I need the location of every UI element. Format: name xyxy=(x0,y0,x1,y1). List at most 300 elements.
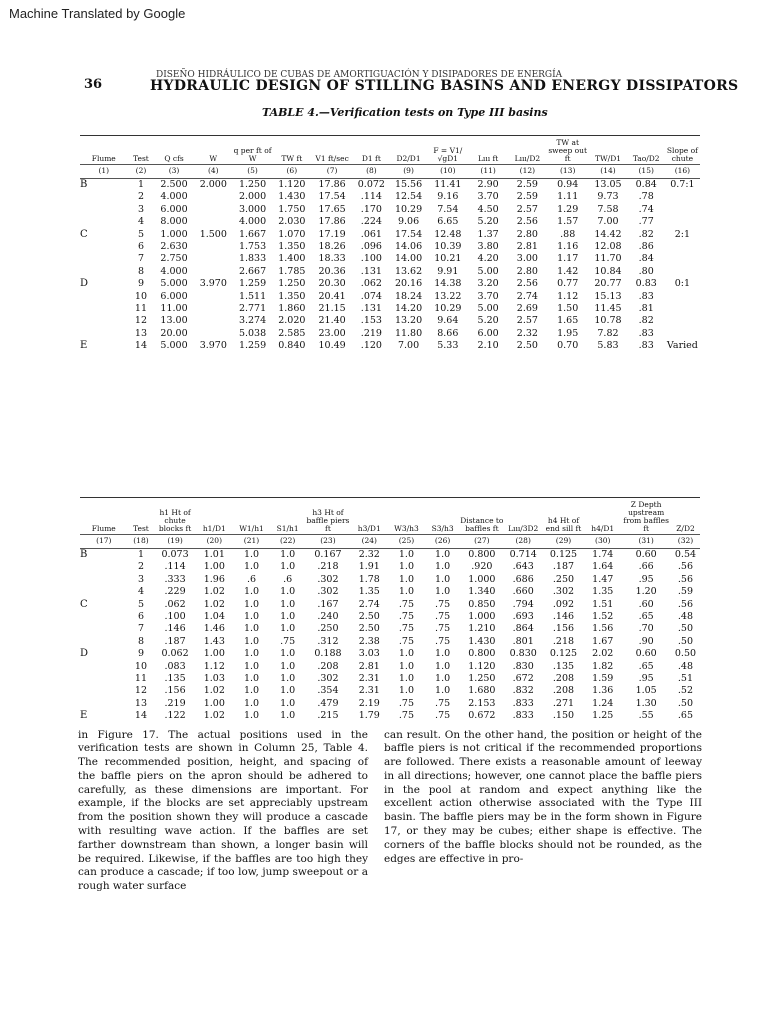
flume-cell: E xyxy=(80,710,88,722)
table-cell: 1.0 xyxy=(280,648,296,660)
column-header: Z Depth upstream from baffles ft xyxy=(623,500,669,533)
table-cell: 20.41 xyxy=(318,290,346,302)
column-number: (7) xyxy=(311,165,352,179)
table-row xyxy=(80,661,700,673)
table-cell xyxy=(194,303,233,315)
column-number: (16) xyxy=(665,165,700,179)
table-cell: 1.0 xyxy=(435,561,451,573)
table-cell: .55 xyxy=(638,710,654,722)
table-row xyxy=(80,611,700,623)
table-cell: Varied xyxy=(666,340,698,352)
column-number: (29) xyxy=(543,535,584,549)
table-cell: 7.00 xyxy=(597,216,619,228)
table-cell: 4.000 xyxy=(160,265,188,277)
table-cell: 2.153 xyxy=(468,697,496,709)
table-cell: 7.58 xyxy=(597,203,619,215)
table-cell: 1.0 xyxy=(435,673,451,685)
table-cell: 1.0 xyxy=(280,598,296,610)
table-cell: 0.714 xyxy=(509,549,537,560)
table-cell: 1.95 xyxy=(557,327,579,339)
table-cell: .75 xyxy=(398,611,414,623)
table-cell: 11.00 xyxy=(160,303,188,315)
table-row xyxy=(80,191,700,203)
table-cell: .84 xyxy=(638,253,654,265)
table-cell: 17.86 xyxy=(318,179,346,190)
table-cell: 1.750 xyxy=(278,203,306,215)
table-cell: 1.82 xyxy=(592,660,614,672)
table-cell xyxy=(194,216,233,228)
table-cell: .660 xyxy=(512,586,534,598)
table-cell: .219 xyxy=(164,697,186,709)
table-cell: 20.16 xyxy=(394,278,423,290)
table-cell: 1.12 xyxy=(557,290,579,302)
table-cell: .208 xyxy=(317,660,339,672)
table-cell: 1.120 xyxy=(468,660,496,672)
flume-cell xyxy=(80,291,128,303)
table-cell: 1.430 xyxy=(278,191,306,203)
table-cell xyxy=(665,216,700,228)
table-cell: 9.91 xyxy=(437,265,459,277)
flume-cell xyxy=(80,661,128,673)
column-number: (4) xyxy=(194,165,233,179)
table-cell: 1.250 xyxy=(468,673,496,685)
flume-cell: D xyxy=(80,278,89,290)
table-cell: .75 xyxy=(398,710,414,722)
table-cell: 5.83 xyxy=(597,340,619,352)
flume-cell xyxy=(80,241,128,253)
column-number: (32) xyxy=(671,535,700,549)
table-cell: 11.70 xyxy=(594,253,622,265)
table-cell: 1.0 xyxy=(280,697,296,709)
table-cell: 20.77 xyxy=(594,278,622,290)
table-cell: 1.42 xyxy=(557,265,579,277)
column-header: Q cfs xyxy=(164,154,184,163)
table-cell: 13 xyxy=(134,327,147,339)
column-number: (18) xyxy=(128,535,155,549)
column-number: (28) xyxy=(504,535,543,549)
column-header: Test xyxy=(133,524,149,533)
table-cell: .693 xyxy=(512,611,534,623)
table-cell: 10.29 xyxy=(434,303,462,315)
table-cell: 2.81 xyxy=(516,241,538,253)
table-cell: 0:1 xyxy=(674,278,691,290)
table-cell: 2.000 xyxy=(238,191,267,203)
table-cell: 3.03 xyxy=(358,648,380,660)
table-cell: 1.500 xyxy=(199,228,227,240)
table-top-rule xyxy=(80,135,700,136)
table-cell: 1.667 xyxy=(238,228,267,240)
table-cell: .131 xyxy=(360,303,382,315)
table-cell: .302 xyxy=(552,586,575,598)
table-row xyxy=(80,303,700,315)
table-cell: 1.74 xyxy=(592,549,614,560)
table-cell: .70 xyxy=(638,623,654,635)
column-number: (25) xyxy=(388,535,425,549)
column-header: F = V1/√gD1 xyxy=(433,146,463,163)
table-cell: 1.0 xyxy=(280,586,296,598)
table-cell: 17.54 xyxy=(394,228,423,240)
table-cell: 1.0 xyxy=(243,710,260,722)
table-cell: 1.0 xyxy=(398,573,414,585)
table-cell: 1.210 xyxy=(468,623,496,635)
table-cell: 1.250 xyxy=(238,179,267,190)
column-header: h4 Ht of end sill ft xyxy=(545,516,582,533)
table-cell: 1.0 xyxy=(435,648,451,660)
table-cell: .114 xyxy=(360,191,382,203)
table-row xyxy=(80,278,700,290)
table-cell: 20.00 xyxy=(160,327,188,339)
table-cell: 5.33 xyxy=(437,340,459,352)
table-cell: .75 xyxy=(280,635,296,647)
table-cell: 13 xyxy=(134,697,147,709)
table-cell: 1.02 xyxy=(203,710,225,722)
table-cell: 2.74 xyxy=(516,290,538,302)
table-cell: 13.20 xyxy=(394,315,423,327)
table-cell: .302 xyxy=(317,673,339,685)
table-cell: 20.36 xyxy=(318,265,346,277)
table-cell: .50 xyxy=(677,623,694,635)
column-number: (26) xyxy=(425,535,460,549)
table-cell: 14.20 xyxy=(394,303,423,315)
table-cell: 1.0 xyxy=(398,648,414,660)
table-cell: 1.47 xyxy=(592,573,614,585)
table-cell: 1.753 xyxy=(238,241,267,253)
table-cell: 1.59 xyxy=(592,673,614,685)
table-cell: 1.0 xyxy=(280,561,296,573)
table-cell: 17.54 xyxy=(318,191,346,203)
table-caption: TABLE 4.—Verification tests on Type III basins xyxy=(262,106,548,119)
body-paragraph-left: in Figure 17. The actual positions used in the verification tests are shown in Column 25, Table 4. The recommended position, height, and spacing of the baffle piers on the apron should be adhered to carefully, as these dimensions are important. For example, if the blocks are set appreciably upstream from the position shown they will produce a cascade with resulting wave action. If the baffles are set farther downstream than shown, a longer basin will be required. Likewise, if the baffles are too high they can produce a cascade; if too low, jump sweepout or a rough water surface xyxy=(78,728,368,893)
table-cell: 1 xyxy=(137,179,144,190)
column-number: (30) xyxy=(584,535,621,549)
table-cell: 1.0 xyxy=(398,685,414,697)
table-cell: .156 xyxy=(164,685,186,697)
table-cell: 1.0 xyxy=(280,710,296,722)
table-cell: 3.00 xyxy=(516,253,538,265)
table-cell: 12 xyxy=(134,315,147,327)
table-cell: .95 xyxy=(638,673,654,685)
table-cell: .56 xyxy=(677,561,694,573)
table-cell xyxy=(665,291,700,303)
table-cell: .75 xyxy=(398,623,414,635)
table-cell: 1.350 xyxy=(278,290,306,302)
table-cell: .208 xyxy=(552,673,575,685)
table-cell: 11.45 xyxy=(594,303,622,315)
table-cell: 3.000 xyxy=(238,203,267,215)
column-number: (23) xyxy=(305,535,350,549)
column-number: (22) xyxy=(270,535,305,549)
table-cell: 1.46 xyxy=(203,623,225,635)
table-row xyxy=(80,216,700,228)
table-cell: 2.32 xyxy=(358,549,380,560)
table-cell: .135 xyxy=(164,673,186,685)
table-row xyxy=(80,574,700,586)
table-cell: 14.42 xyxy=(594,228,622,240)
column-number: (11) xyxy=(468,165,507,179)
table-cell: 18.26 xyxy=(318,241,346,253)
table-cell: 1.35 xyxy=(592,586,614,598)
table-cell: 1.17 xyxy=(557,253,579,265)
table-cell: .830 xyxy=(512,660,534,672)
table-cell: 1.96 xyxy=(203,573,225,585)
table-cell: .81 xyxy=(638,303,654,315)
table-row xyxy=(80,253,700,265)
table-cell: 1.0 xyxy=(243,660,260,672)
table-cell: 4 xyxy=(137,586,144,598)
table-cell: 1.0 xyxy=(280,549,296,560)
table-cell: .333 xyxy=(164,573,186,585)
table-cell: 0.830 xyxy=(509,648,537,660)
column-header: Flume xyxy=(91,524,116,533)
table-cell: .100 xyxy=(164,611,186,623)
table-cell: .686 xyxy=(512,573,534,585)
table-cell: 10 xyxy=(134,660,147,672)
table-cell: .114 xyxy=(164,561,186,573)
table-cell: 0.70 xyxy=(557,340,579,352)
table-cell: 1.860 xyxy=(278,303,306,315)
table-cell: 5 xyxy=(137,598,144,610)
table-cell: 1.24 xyxy=(592,697,614,709)
table-cell: 1.25 xyxy=(592,710,614,722)
table-cell xyxy=(665,303,700,315)
table-row xyxy=(80,623,700,635)
table-cell: 2.56 xyxy=(516,278,538,290)
table-cell: 0.125 xyxy=(549,549,578,560)
table-cell: 17.86 xyxy=(318,216,346,228)
table-cell: .833 xyxy=(512,710,534,722)
table-cell: .240 xyxy=(317,611,339,623)
flume-cell: C xyxy=(80,228,88,240)
table-cell: 1.0 xyxy=(280,660,296,672)
table-cell: 1.0 xyxy=(280,673,296,685)
table-cell: 6.00 xyxy=(477,327,499,339)
table-cell: .77 xyxy=(638,216,654,228)
flume-cell xyxy=(80,315,128,327)
table-cell: 0.840 xyxy=(278,340,306,352)
table-cell: 9.64 xyxy=(437,315,459,327)
column-header: V1 ft/sec xyxy=(315,154,349,163)
table-cell: 2.585 xyxy=(278,327,306,339)
table-row xyxy=(80,328,700,340)
table-cell: .302 xyxy=(317,573,339,585)
table-cell: 1.0 xyxy=(398,549,414,560)
table-cell: .187 xyxy=(552,561,575,573)
table-row xyxy=(80,549,700,562)
table-cell: .672 xyxy=(512,673,534,685)
table-cell: 15.13 xyxy=(594,290,622,302)
table-cell: 1.02 xyxy=(203,586,225,598)
table-cell: 2.31 xyxy=(358,673,380,685)
table-bottom-rule xyxy=(80,497,700,498)
table-cell: 8 xyxy=(137,265,144,277)
table-cell: 4.000 xyxy=(238,216,267,228)
table-cell xyxy=(665,253,700,265)
table-cell: .146 xyxy=(552,611,575,623)
table-cell: 10.84 xyxy=(594,265,622,277)
table-cell: 9.06 xyxy=(397,216,420,228)
table-cell: 14 xyxy=(134,710,147,722)
column-header: Tao/D2 xyxy=(632,154,660,163)
table-cell: 9 xyxy=(137,278,144,290)
table-cell: 2.57 xyxy=(516,203,538,215)
table-bottom-body xyxy=(80,549,700,723)
table-cell: 2.38 xyxy=(358,635,380,647)
table-cell: 6 xyxy=(137,241,144,253)
table-cell: .75 xyxy=(435,623,451,635)
table-cell: 20.30 xyxy=(318,278,346,290)
table-cell: 0.073 xyxy=(161,549,189,560)
table-cell: .83 xyxy=(638,340,654,352)
column-number: (9) xyxy=(390,165,427,179)
table-cell: 0.84 xyxy=(635,179,657,190)
page-number: 36 xyxy=(84,77,103,92)
table-cell: 1.03 xyxy=(203,673,225,685)
table-cell: .56 xyxy=(677,598,694,610)
table-row xyxy=(80,685,700,697)
table-row xyxy=(80,599,700,611)
column-header: h1 Ht of chute blocks ft xyxy=(158,508,192,533)
table-cell: .156 xyxy=(552,623,575,635)
table-cell xyxy=(194,291,233,303)
table-cell: 2.020 xyxy=(278,315,306,327)
column-number: (31) xyxy=(621,535,671,549)
table-cell: 1.37 xyxy=(477,228,499,240)
table-cell: 1.20 xyxy=(635,586,657,598)
table-cell: 1.0 xyxy=(398,673,414,685)
table-cell: 1.350 xyxy=(278,241,306,253)
table-cell: 2.02 xyxy=(592,648,614,660)
table-cell: 12 xyxy=(134,685,147,697)
table-cell xyxy=(194,191,233,203)
table-cell: .59 xyxy=(677,586,694,598)
table-cell: 4 xyxy=(137,216,144,228)
table-cell: 1.0 xyxy=(398,660,414,672)
table-cell: .312 xyxy=(317,635,339,647)
table-cell xyxy=(665,315,700,327)
table-cell: .167 xyxy=(317,598,339,610)
flume-cell xyxy=(80,673,128,685)
table-cell: 11 xyxy=(134,673,147,685)
column-header: D2/D1 xyxy=(396,154,421,163)
table-cell: .074 xyxy=(360,290,382,302)
table-cell: .218 xyxy=(552,635,575,647)
table-cell xyxy=(194,315,233,327)
column-header: W3/h3 xyxy=(394,524,419,533)
flume-cell xyxy=(80,623,128,635)
table-cell: .062 xyxy=(164,598,186,610)
flume-cell: D xyxy=(80,648,89,660)
table-cell: 2.57 xyxy=(516,315,538,327)
table-cell: 5 xyxy=(137,228,144,240)
table-cell: 1.30 xyxy=(635,697,657,709)
table-cell: 1.35 xyxy=(358,586,380,598)
table-cell: 10.78 xyxy=(594,315,622,327)
table-cell: 1.16 xyxy=(557,241,579,253)
table-cell: .302 xyxy=(317,586,339,598)
table-cell: 13.00 xyxy=(160,315,188,327)
column-header: W1/h1 xyxy=(239,524,264,533)
table-cell: .801 xyxy=(512,635,534,647)
table-cell: 9 xyxy=(137,648,144,660)
table-row xyxy=(80,561,700,573)
table-cell: 1.0 xyxy=(398,586,414,598)
table-cell: 1.000 xyxy=(468,611,496,623)
column-header: q per ft of W xyxy=(233,146,272,163)
table-cell: 4.000 xyxy=(160,191,188,203)
table-cell: .48 xyxy=(677,660,694,672)
column-header: TW ft xyxy=(281,154,303,163)
column-number: (1) xyxy=(80,165,128,179)
flume-cell xyxy=(80,216,128,228)
table-cell: .062 xyxy=(360,278,382,290)
table-cell: 5.000 xyxy=(160,278,188,290)
flume-cell xyxy=(80,204,128,216)
column-header: Lııı ft xyxy=(477,154,499,163)
table-cell: 1.00 xyxy=(203,648,225,660)
table-cell: 17.65 xyxy=(318,203,346,215)
table-cell: 2 xyxy=(137,561,144,573)
table-cell: 8 xyxy=(137,635,144,647)
table-cell: 0.60 xyxy=(635,549,657,560)
table-cell: .60 xyxy=(638,598,654,610)
column-header: W xyxy=(209,154,218,163)
flume-cell: C xyxy=(80,598,88,610)
column-header: S1/h1 xyxy=(276,524,299,533)
table-cell: 1.0 xyxy=(435,685,451,697)
table-cell: 1.400 xyxy=(278,253,306,265)
column-header: D1 ft xyxy=(361,154,381,163)
table-cell: 0.800 xyxy=(468,648,496,660)
translated-title-overlay: DISEÑO HIDRÁULICO DE CUBAS DE AMORTIGUACIÓN Y DISIPADORES DE ENERGÍA xyxy=(156,70,563,80)
table-cell: 5.20 xyxy=(477,315,499,327)
table-cell: 1.0 xyxy=(435,660,451,672)
column-number: (24) xyxy=(351,535,388,549)
table-cell: 1.0 xyxy=(398,561,414,573)
table-cell: 1.57 xyxy=(557,216,579,228)
table-cell: .75 xyxy=(398,598,414,610)
table-cell: 11.80 xyxy=(394,327,423,339)
table-cell: 15.56 xyxy=(394,179,423,190)
table-top-header-row xyxy=(80,138,700,165)
table-cell: 4.20 xyxy=(477,253,499,265)
table-cell: 3.970 xyxy=(199,278,227,290)
column-number: (3) xyxy=(154,165,193,179)
table-cell: 14.38 xyxy=(434,278,462,290)
table-cell: 1.78 xyxy=(358,573,380,585)
table-cell: 1.0 xyxy=(280,685,296,697)
table-cell: 10.39 xyxy=(434,241,462,253)
table-cell: 10.29 xyxy=(394,203,423,215)
table-cell: 1.0 xyxy=(280,623,296,635)
table-cell: 6.000 xyxy=(160,203,188,215)
table-cell: 0.54 xyxy=(674,549,697,560)
table-cell: .096 xyxy=(360,241,382,253)
table-cell: .50 xyxy=(677,697,694,709)
flume-cell xyxy=(80,685,128,697)
table-cell: 13.22 xyxy=(434,290,462,302)
table-cell: 0.800 xyxy=(468,549,496,560)
table-row xyxy=(80,636,700,648)
table-cell: 14.00 xyxy=(394,253,423,265)
table-cell: 3 xyxy=(137,203,144,215)
table-cell: .208 xyxy=(552,685,575,697)
table-cell: 18.24 xyxy=(394,290,423,302)
table-cell: 1.120 xyxy=(278,179,306,190)
table-cell: 2.31 xyxy=(358,685,380,697)
table-cell: 6 xyxy=(137,611,144,623)
table-cell: .74 xyxy=(638,203,654,215)
table-cell: .80 xyxy=(638,265,654,277)
